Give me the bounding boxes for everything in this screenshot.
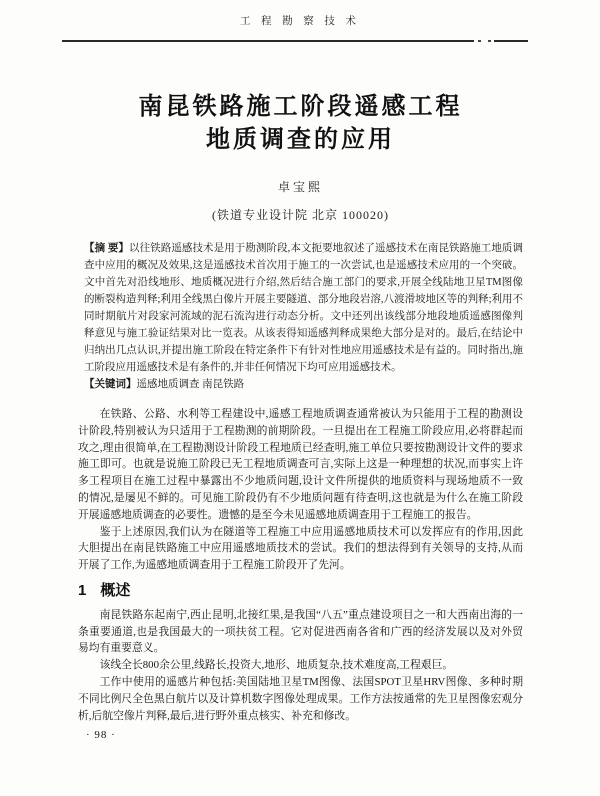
header-rule <box>62 40 528 42</box>
section-1-heading <box>78 583 523 600</box>
section-paragraph-2: 该线全长800余公里,线路长,投资大,地形、地质复杂,技术难度高,工程艰巨。 <box>99 659 454 672</box>
abstract-block <box>84 240 523 393</box>
section-paragraph-3: 工作中使用的遥感片种包括:美国陆地卫星TM图像、法国SPOT卫星HRV图像、多种时期不同比例尺全色黑白航片以及计算机数字图像处理成果。工作方法按通常的先卫星图像宏观分析,后航空像片判释,最后,进行野外重点核实、补充和修改。 <box>78 675 523 722</box>
article-content <box>78 84 523 744</box>
intro-paragraph-1: 在铁路、公路、水利等工程建设中,遥感工程地质调查通常被认为只能用于工程的勘测设计阶段,特别被认为只适用于工程勘测的前期阶段。一旦提出在工程施工阶段应用,必将群起而攻之,理由很简单,在工程勘测设计阶段工程地质已经查明,施工单位只要按勘测设计文件的要求施工即可。也就是说施工阶段已无工程地质调查可言,实际上这是一种理想的状况,而事实上许多工程项目在施工过程中暴露出不少地质问题,设计文件所提供的地质资料与现场地质不一致的情况,是屡见不鲜的。可见施工阶段仍有不少地质问题有待查明,这也就是为什么在施工阶段开展遥感地质调查的必要性。遗憾的是至今未见遥感地质调查用于工程施工的报告。 <box>78 408 523 521</box>
author-name: 卓宝熙 <box>277 180 323 194</box>
journal-header: 工 程 勘 察 技 术 <box>239 16 361 27</box>
page-number: · 98 · <box>86 729 116 742</box>
rule-speck-icon <box>488 40 491 42</box>
section-title: 概述 <box>100 581 131 599</box>
rule-speck-icon <box>478 40 481 42</box>
keywords-label: 【关键词】 <box>84 379 137 390</box>
title-line-2: 地质调查的应用 <box>206 126 395 153</box>
abstract-text: 以往铁路遥感技术是用于勘测阶段,本文扼要地叙述了遥感技术在南昆铁路施工地质调查中应用的概况及效果,这是遥感技术首次用于施工的一次尝试,也是遥感技术应用的一个突破。文中首先对沿线地形、地质概况进行介绍,然后结合施工部门的要求,开展全线陆地卫星TM图像的断裂构造判释;利用全线黑白像片开展主要隧道、部分地段岩溶,八渡滑坡地区等的判释;利用不同时期航片对段家河流域的泥石流沟进行动态分析。文中还列出该线部分地段地质遥感图像判释意见与施工验证结果对比一览表。从该表得知遥感判释成果绝大部分是对的。最后,在结论中归纳出几点认识,并提出施工阶段在特定条件下有针对性地应用遥感技术是有益的。同时指出,施工阶段应用遥感技术是有条件的,并非任何情况下均可应用遥感技术。 <box>84 243 524 373</box>
abstract-label: 【摘 要】 <box>84 243 130 254</box>
author-affiliation: (铁道专业设计院 北京 100020) <box>212 208 389 222</box>
section-paragraph-1: 南昆铁路东起南宁,西止昆明,北接红果,是我国“八五”重点建设项目之一和大西南出海的一条重要通道,也是我国最大的一项扶贫工程。它对促进西南各省和广西的经济发展以及对外贸易均有重要意义。 <box>78 608 523 655</box>
article-body <box>78 406 523 744</box>
header-rule-short-segment <box>494 40 528 42</box>
title-line-1: 南昆铁路施工阶段遥感工程 <box>138 93 463 120</box>
abstract-paragraph <box>84 240 523 376</box>
keywords-line <box>84 376 523 393</box>
keywords-text: 遥感地质调查 南昆铁路 <box>136 379 245 390</box>
article-title <box>78 90 523 156</box>
section-number: 1 <box>78 581 87 599</box>
header-rule-break <box>474 40 494 42</box>
intro-paragraph-2: 鉴于上述原因,我们认为在隧道等工程施工中应用遥感地质技术可以发挥应有的作用,因此大胆提出在南昆铁路施工中应用遥感地质技术的尝试。我们的想法得到有关领导的支持,从而开展了工作,为遥感地质调查用于工程施工阶段开了先河。 <box>78 525 523 572</box>
header-rule-long-segment <box>62 40 474 42</box>
